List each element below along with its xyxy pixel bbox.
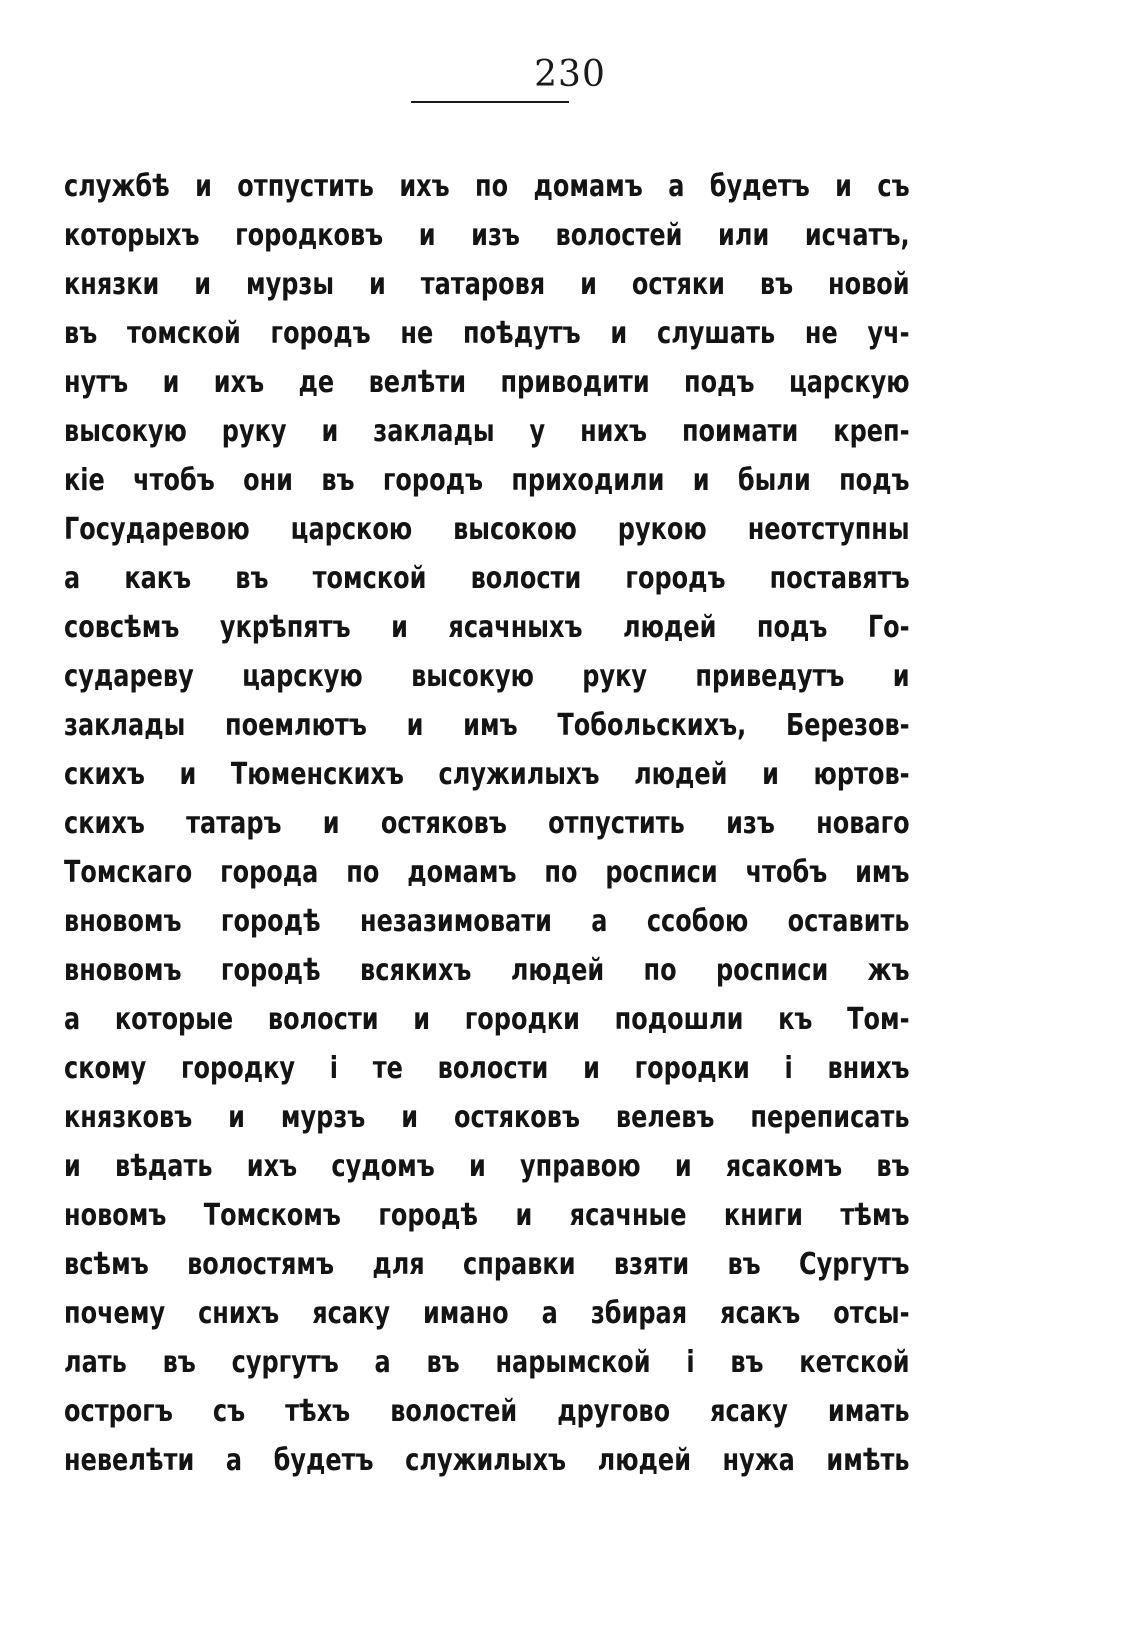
text-line-25: лать въ сургутъ а въ нарымской і въ кетской [64, 1345, 910, 1380]
text-line-23: всѣмъ волостямъ для справки взяти въ Сургутъ [64, 1247, 910, 1282]
text-line-15: Томскаго города по домамъ по росписи чтобъ имъ [64, 855, 910, 890]
text-line-27: невелѣти а будетъ служилыхъ людей нужа имѣть [64, 1443, 910, 1478]
text-line-6: высокую руку и заклады у нихъ поимати креп- [64, 414, 910, 449]
text-line-8: Государевою царскою высокою рукою неотступны [64, 512, 910, 547]
text-line-26: острогъ съ тѣхъ волостей другово ясаку имать [64, 1394, 910, 1429]
text-line-10: совсѣмъ укрѣпятъ и ясачныхъ людей подъ Го- [64, 610, 910, 645]
page-number: 230 [534, 54, 606, 95]
text-line-20: князковъ и мурзъ и остяковъ велевъ переписать [64, 1100, 910, 1135]
text-line-21: и вѣдать ихъ судомъ и управою и ясакомъ въ [64, 1149, 910, 1184]
text-line-19: скому городку і те волости и городки і внихъ [64, 1051, 910, 1086]
text-line-11: судареву царскую высокую руку приведутъ и [64, 659, 910, 694]
page-number-rule [411, 101, 569, 103]
text-line-12: заклады поемлютъ и имъ Тобольскихъ, Березов- [64, 708, 910, 743]
text-line-22: новомъ Томскомъ городѣ и ясачные книги тѣмъ [64, 1198, 910, 1233]
text-line-3: князки и мурзы и татаровя и остяки въ новой [64, 267, 910, 302]
text-line-4: въ томской городъ не поѣдутъ и слушать не уч- [64, 316, 910, 351]
text-line-14: скихъ татаръ и остяковъ отпустить изъ новаго [64, 806, 910, 841]
text-line-13: скихъ и Тюменскихъ служилыхъ людей и юртов- [64, 757, 910, 792]
body-text [64, 162, 910, 1485]
text-line-16: вновомъ городѣ незазимовати а ссобою оставить [64, 904, 910, 939]
text-line-5: нутъ и ихъ де велѣти приводити подъ царскую [64, 365, 910, 400]
text-line-7: кіе чтобъ они въ городъ приходили и были подъ [64, 463, 910, 498]
text-line-9: а какъ въ томской волости городъ поставятъ [64, 561, 910, 596]
text-line-18: а которые волости и городки подошли къ Том- [64, 1002, 910, 1037]
text-line-1: службѣ и отпустить ихъ по домамъ а будетъ и съ [64, 169, 910, 204]
text-line-17: вновомъ городѣ всякихъ людей по росписи жъ [64, 953, 910, 988]
text-line-2: которыхъ городковъ и изъ волостей или исчатъ, [64, 218, 910, 253]
text-line-24: почему снихъ ясаку имано а збирая ясакъ отсы- [64, 1296, 910, 1331]
